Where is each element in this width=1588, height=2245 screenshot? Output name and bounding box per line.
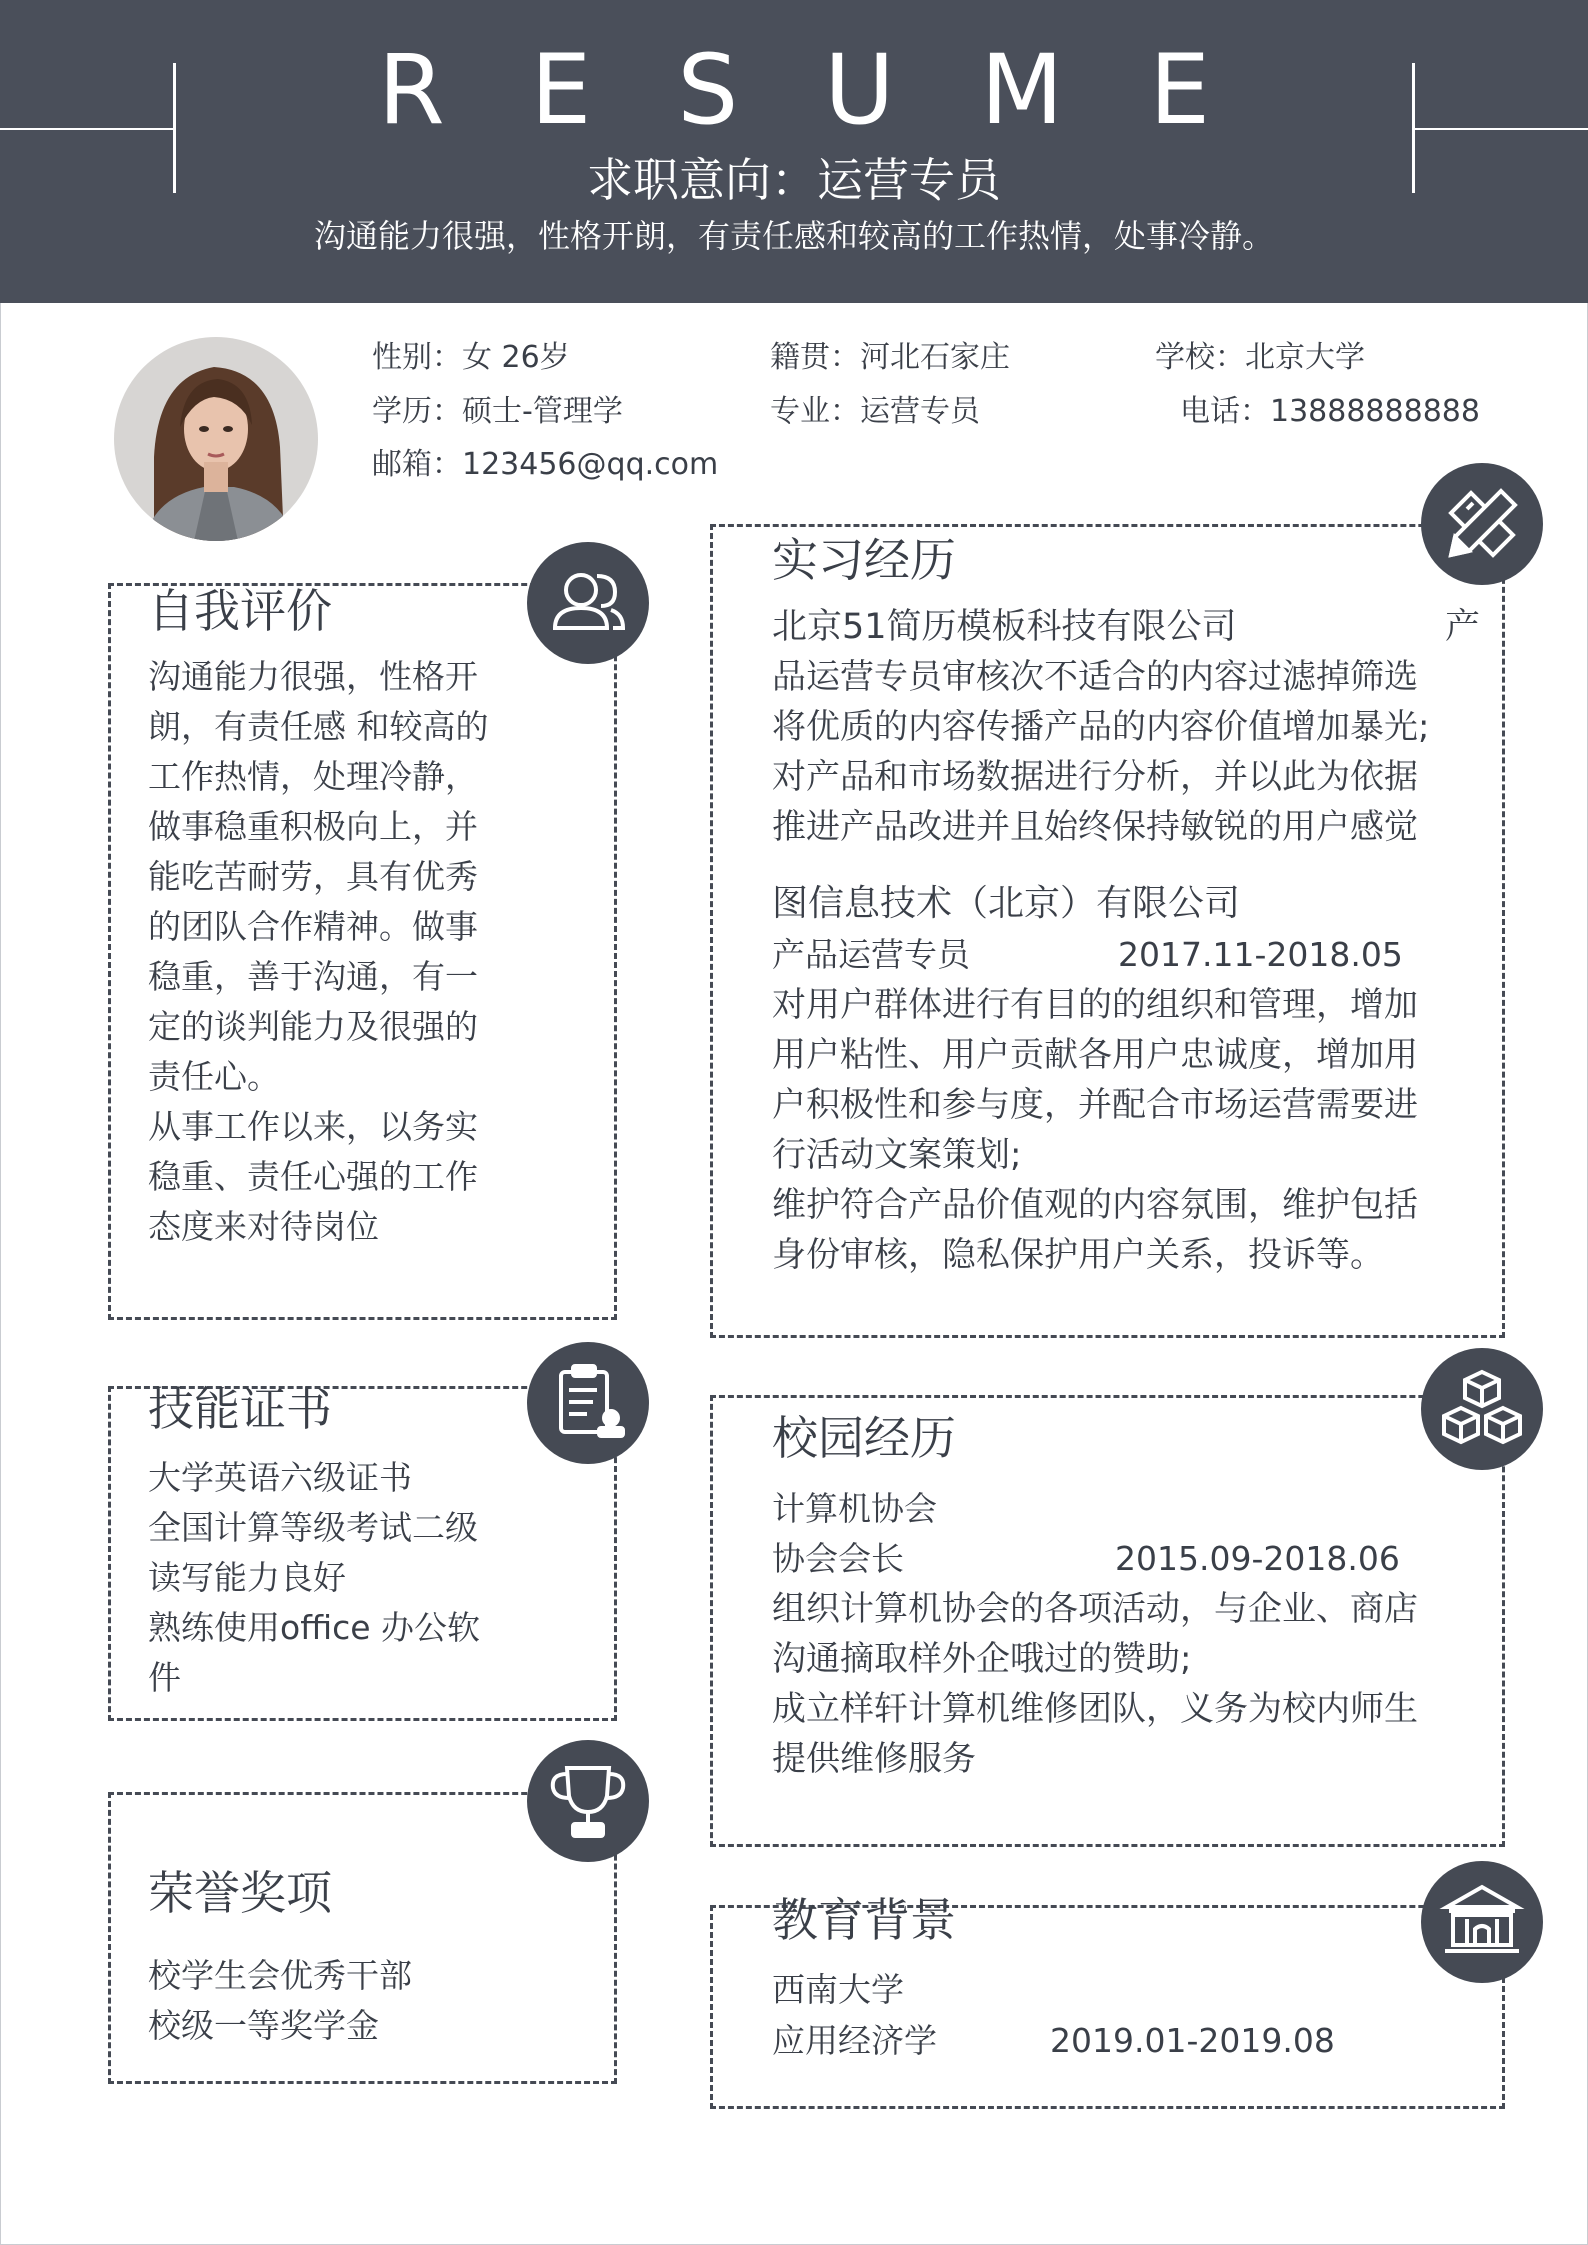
job2-line: 对用户群体进行有目的的组织和管理，增加 bbox=[772, 985, 1418, 1025]
skill-item: 大学英语六级证书 bbox=[148, 1458, 412, 1497]
header-line-left bbox=[0, 128, 175, 130]
self-eval-line: 沟通能力很强，性格开 bbox=[148, 657, 478, 696]
skill-item: 熟练使用office 办公软 bbox=[148, 1608, 481, 1647]
people-icon bbox=[527, 542, 649, 664]
campus-period: 2015.09-2018.06 bbox=[1115, 1539, 1400, 1578]
job2-line: 户积极性和参与度，并配合市场运营需要进 bbox=[772, 1085, 1418, 1125]
honors-title: 荣誉奖项 bbox=[148, 1866, 332, 1920]
header-banner bbox=[0, 0, 1588, 303]
job1-line: 品运营专员审核次不适合的内容过滤掉筛选 bbox=[772, 657, 1418, 697]
job2-period: 2017.11-2018.05 bbox=[1118, 935, 1403, 974]
job1-company: 北京51简历模板科技有限公司 bbox=[772, 607, 1237, 647]
education-school: 西南大学 bbox=[772, 1970, 904, 2009]
resume-title: RESUME bbox=[377, 34, 1297, 146]
self-eval-text bbox=[148, 652, 489, 1252]
self-eval-line: 定的谈判能力及很强的 bbox=[148, 1007, 478, 1046]
self-eval-line: 从事工作以来，以务实 bbox=[148, 1107, 478, 1146]
self-eval-line: 稳重，善于沟通，有一 bbox=[148, 957, 478, 996]
skill-item: 读写能力良好 bbox=[148, 1558, 346, 1597]
job1-line: 推进产品改进并且始终保持敏锐的用户感觉 bbox=[772, 807, 1418, 847]
header-summary: 沟通能力很强，性格开朗，有责任感和较高的工作热情，处事冷静。 bbox=[313, 217, 1274, 255]
campus-line: 组织计算机协会的各项活动，与企业、商店 bbox=[772, 1589, 1418, 1629]
campus-line: 成立样轩计算机维修团队，义务为校内师生 bbox=[772, 1689, 1418, 1729]
trophy-icon bbox=[527, 1740, 649, 1862]
job2-line: 维护符合产品价值观的内容氛围，维护包括 bbox=[772, 1185, 1418, 1225]
self-eval-line: 的团队合作精神。做事 bbox=[148, 907, 478, 946]
education-major: 应用经济学 bbox=[772, 2021, 937, 2060]
self-eval-line: 态度来对待岗位 bbox=[148, 1207, 379, 1246]
header-line-right bbox=[1413, 128, 1588, 130]
info-school: 学校：北京大学 bbox=[1155, 340, 1365, 375]
self-eval-line: 做事稳重积极向上，并 bbox=[148, 807, 478, 846]
info-email: 邮箱：123456@qq.com bbox=[372, 447, 719, 482]
job1-line: 对产品和市场数据进行分析，并以此为依据 bbox=[772, 757, 1418, 797]
self-eval-line: 责任心。 bbox=[148, 1057, 280, 1096]
info-degree: 学历：硕士-管理学 bbox=[372, 394, 623, 429]
job2-role: 产品运营专员 bbox=[772, 935, 970, 974]
skill-item: 全国计算等级考试二级 bbox=[148, 1508, 478, 1547]
info-gender-age: 性别：女 26岁 bbox=[372, 340, 570, 375]
avatar bbox=[114, 337, 318, 541]
job2-company: 图信息技术（北京）有限公司 bbox=[772, 883, 1241, 924]
honor-item: 校级一等奖学金 bbox=[148, 2006, 379, 2045]
job2-text bbox=[772, 980, 1418, 1280]
job1-text bbox=[772, 652, 1429, 852]
self-eval-line: 工作热情，处理冷静， bbox=[148, 757, 478, 796]
campus-role: 协会会长 bbox=[772, 1539, 904, 1578]
job1-line: 将优质的内容传播产品的内容价值增加暴光; bbox=[772, 707, 1430, 747]
education-title: 教育背景 bbox=[772, 1893, 956, 1947]
school-building-icon bbox=[1421, 1861, 1543, 1983]
campus-line: 沟通摘取样外企哦过的赞助; bbox=[772, 1639, 1192, 1679]
info-phone: 电话：13888888888 bbox=[1180, 394, 1480, 429]
honor-item: 校学生会优秀干部 bbox=[148, 1956, 412, 1995]
skill-item: 件 bbox=[148, 1658, 181, 1697]
job-intent: 求职意向：运营专员 bbox=[587, 153, 1001, 207]
pencil-ruler-icon bbox=[1421, 463, 1543, 585]
skills-text bbox=[148, 1453, 480, 1703]
education-period: 2019.01-2019.08 bbox=[1050, 2021, 1335, 2060]
cubes-icon bbox=[1421, 1348, 1543, 1470]
self-eval-line: 能吃苦耐劳，具有优秀 bbox=[148, 857, 478, 896]
job2-line: 行活动文案策划; bbox=[772, 1135, 1022, 1175]
info-major: 专业：运营专员 bbox=[770, 394, 980, 429]
campus-org: 计算机协会 bbox=[772, 1489, 937, 1528]
self-eval-line: 朗，有责任感 和较高的 bbox=[148, 707, 489, 746]
skills-title: 技能证书 bbox=[148, 1382, 332, 1436]
self-eval-line: 稳重、责任心强的工作 bbox=[148, 1157, 478, 1196]
internship-title: 实习经历 bbox=[772, 533, 956, 587]
honors-text bbox=[148, 1951, 412, 2051]
job1-tail: 产 bbox=[1445, 607, 1481, 647]
job2-line: 身份审核，隐私保护用户关系，投诉等。 bbox=[772, 1235, 1384, 1275]
info-origin: 籍贯：河北石家庄 bbox=[770, 340, 1010, 375]
job2-line: 用户粘性、用户贡献各用户忠诚度，增加用 bbox=[772, 1035, 1418, 1075]
campus-line: 提供维修服务 bbox=[772, 1739, 976, 1779]
clipboard-stamp-icon bbox=[527, 1342, 649, 1464]
self-eval-title: 自我评价 bbox=[148, 584, 332, 638]
campus-text bbox=[772, 1584, 1418, 1784]
campus-title: 校园经历 bbox=[772, 1411, 956, 1465]
